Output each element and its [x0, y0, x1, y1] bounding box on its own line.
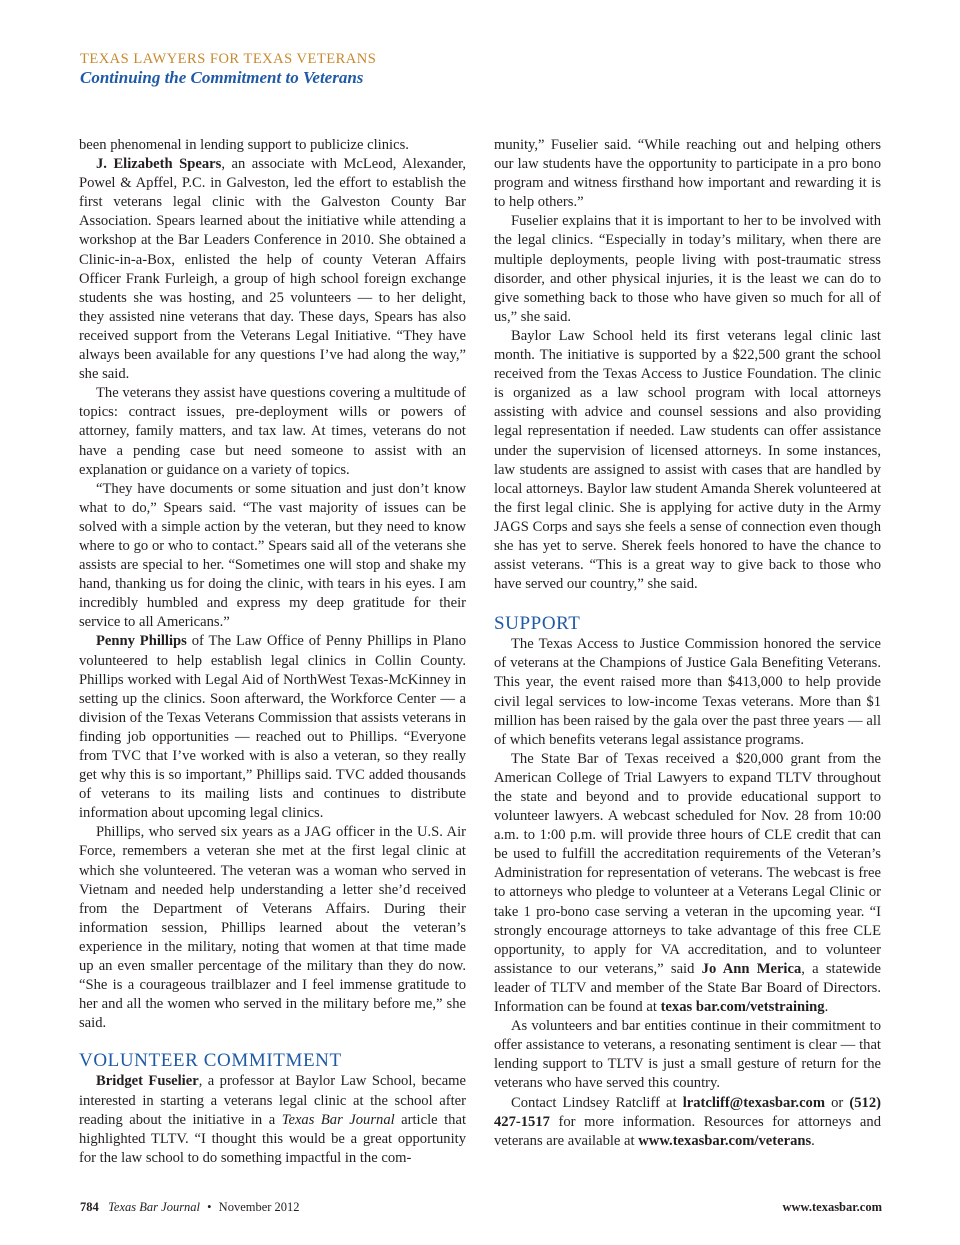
- paragraph: Bridget Fuselier, a professor at Baylor Law School, became interested in starting a veterans legal clinic at the school after reading about the initiative in a Texas Bar Journal article that highlighted TLTV. “I thought this would be a great opportunity for the law school to do something impactful in the com-: [79, 1073, 467, 1166]
- paragraph: Fuselier explains that it is important to her to be involved with the legal clinics. “Especially in today’s military, when there are multiple deployments, people living with post-traumatic stress disorder, and other physical injuries, it is the least we can do to give something back to those who have given so much for all of us,” she said.: [494, 213, 881, 325]
- section-heading: VOLUNTEER COMMITMENT: [79, 1050, 342, 1072]
- section-kicker: TEXAS LAWYERS FOR TEXAS VETERANS: [80, 51, 377, 67]
- paragraph: Penny Phillips of The Law Office of Penny Phillips in Plano volunteered to help establish legal clinics in Collin County. Phillips worked with Legal Aid of NorthWest Texas-McKinney in setting up the clinics. Soon afterward, the Workforce Center — a division of the Texas Veterans Commission that assists veterans in finding job opportunities — reached out to Phillips. “Everyone from TVC that I’ve worked with is also a veteran, so they really get why this is so important,” Phillips said. TVC added thousands of veterans to its mailing lists and continues to distribute information about upcoming legal clinics.: [79, 633, 466, 822]
- url-link[interactable]: www.texasbar.com/veterans: [638, 1132, 812, 1149]
- paragraph: The veterans they assist have questions covering a multitude of topics: contract issues, pre-deployment wills or powers of attorney, family matters, and tax law. At times, veterans do not have a pending case but need someone to assist with an explanation or guidance on a variety of topics.: [79, 385, 466, 478]
- paragraph: The State Bar of Texas received a $20,000 grant from the American College of Trial Lawyers to expand TLTV throughout the state and beyond and to provide educational support to volunteer lawyers. A webcast scheduled for Nov. 28 from 10:00 a.m. to 1:00 p.m. will provide three hours of CLE credit that can be used to fulfill the accreditation requirements of the Veteran’s Administration for representation of veterans. The webcast is free to attorneys who pledge to volunteer at a Veterans Legal Clinic or take 1 pro-bono case serving a veteran in the upcoming year. “I strongly encourage attorneys to take advantage of this free CLE opportunity, to apply for VA accreditation, and to volunteer assistance to our veterans,” said Jo Ann Merica, a statewide leader of TLTV and member of the State Bar Board of Directors. Information can be found at texas bar.com/vetstraining.: [494, 750, 881, 1016]
- email-link[interactable]: lratcliff@texasbar.com: [682, 1094, 825, 1111]
- paragraph: been phenomenal in lending support to publicize clinics.: [79, 137, 409, 153]
- publication-title: Texas Bar Journal: [281, 1111, 395, 1128]
- page-number: 784: [80, 1200, 99, 1214]
- paragraph: Phillips, who served six years as a JAG officer in the U.S. Air Force, remembers a veteran she met at the first legal clinic at which she volunteered. The veteran was a woman who served in Vietnam and needed help understanding a letter she’d received from the Department of Veterans Affairs. During their information session, Phillips learned about the veteran’s experience in the military, noting that women at that time made up an even smaller percentage of the military than they do now. “She is a courageous trailblazer and I feel immense gratitude to her and all the women who served in the military before me,” she said.: [79, 824, 466, 1032]
- paragraph: The Texas Access to Justice Commission honored the service of veterans at the Champions of Justice Gala Benefiting Veterans. This year, the event raised more than $413,000 to help provide civil legal services to low-income Texas veterans. More than $1 million has been raised by the gala over the past three years — all of which benefits veterans legal assistance programs.: [494, 636, 881, 748]
- publication-name: Texas Bar Journal: [108, 1200, 201, 1214]
- right-column: [494, 136, 881, 1151]
- footer-left: [80, 1200, 300, 1215]
- person-name: J. Elizabeth Spears: [96, 156, 222, 173]
- paragraph: munity,” Fuselier said. “While reaching out and helping others our law students have the opportunity to participate in a pro bono program and witness firsthand how important and rewarding it is to help others.”: [494, 137, 881, 211]
- left-column: [79, 136, 466, 1168]
- person-name: Penny Phillips: [96, 633, 187, 650]
- page-header: [80, 50, 376, 88]
- page-footer: [80, 1200, 882, 1215]
- url-link[interactable]: texas bar.com/vetstraining: [660, 999, 825, 1016]
- phone-number: (512) 427-1517: [494, 1094, 881, 1130]
- paragraph: J. Elizabeth Spears, an associate with McLeod, Alexander, Powel & Apffel, P.C. in Galveston, led the effort to establish the first veterans legal clinic with the Galveston County Bar Association. Spears learned about the initiative while attending a workshop at the Bar Leaders Conference in 2010. She obtained a Clinic-in-a-Box, enlisted the help of county Veteran Affairs Officer Frank Furleigh, a group of high school foreign exchange students she was hosting, and 25 volunteers — to her delight, they assisted nine veterans that day. These days, Spears has also received support from the Veterans Legal Initiative. “They have always been available for any questions I’ve had along the way,” she said.: [79, 156, 466, 383]
- footer-separator: •: [207, 1200, 212, 1214]
- section-heading: SUPPORT: [494, 613, 581, 635]
- paragraph: Baylor Law School held its first veterans legal clinic last month. The initiative is supported by a $22,500 grant the school received from the Texas Access to Justice Foundation. The clinic is organized as a law school program with local attorneys assisting with advice and counsel sessions and also providing legal representation if needed. Law students can offer assistance under the supervision of licensed attorneys. In some instances, law students are assigned to assist with cases that are handled by local attorneys. Baylor law student Amanda Sherek volunteered at the first legal clinic. She is applying for active duty in the Army JAGS Corps and says she feels a sense of connection even though she has yet to serve. Sherek feels honored to have the chance to assist veterans. “This is a great way to give back to those who have served our country,” she said.: [494, 327, 881, 593]
- paragraph: Contact Lindsey Ratcliff at lratcliff@texasbar.com or (512) 427-1517 for more information. Resources for attorneys and veterans are available at www.texasbar.com/veterans.: [494, 1094, 881, 1149]
- footer-website[interactable]: www.texasbar.com: [782, 1200, 882, 1214]
- section-subtitle: Continuing the Commitment to Veterans: [80, 68, 364, 87]
- paragraph: As volunteers and bar entities continue in their commitment to offer assistance to veterans, a resonating sentiment is clear — that lending support to TLTV is just a small gesture of return for the veterans who have served this country.: [494, 1018, 881, 1092]
- issue-date: November 2012: [218, 1200, 300, 1214]
- paragraph: “They have documents or some situation and just don’t know what to do,” Spears said. “The vast majority of issues can be solved with a simple action by the veteran, but they need to know where to go or who to contact.” Spears said all of the veterans she assists are special to her. “Sometimes one will stop and shake my hand, thanking us for doing the clinic, with tears in his eyes. I am incredibly humbled and express my deep gratitude for their service to all Americans.”: [79, 480, 466, 631]
- person-name: Bridget Fuselier: [96, 1073, 199, 1090]
- person-name: Jo Ann Merica: [701, 960, 802, 977]
